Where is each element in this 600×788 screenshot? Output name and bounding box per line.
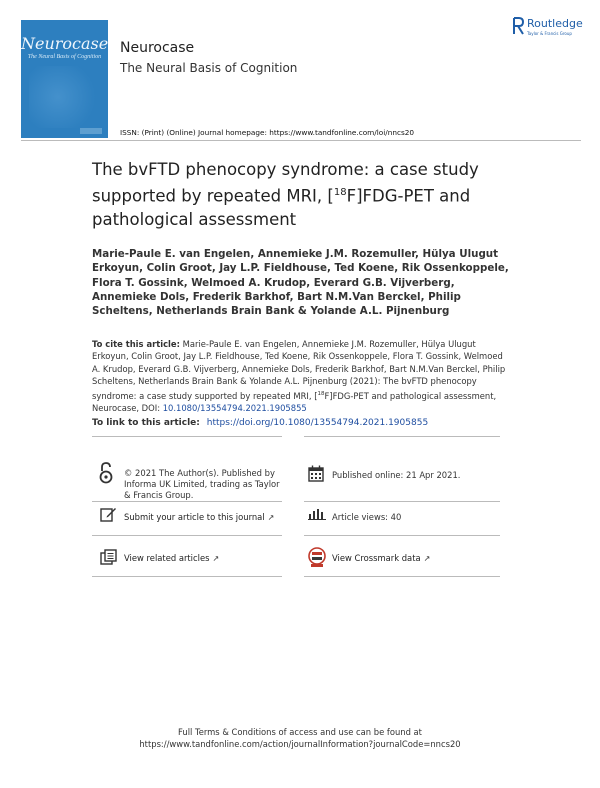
- author-list: Marie-Paule E. van Engelen, Annemieke J.M. Rozemuller, Hülya Ulugut Erkoyun, Colin Groot, Jay L.P. Fieldhouse, Ted Koene, Rik Ossenkoppele, Flora T. Gossink, Welmoed A. Krudop, Everard G.B. Vijverberg, Annemieke Dols, Frederik Barkhof, Bart N.M.Van Berckel, Philip Scheltens, Netherlands Brain Bank & Yolande A.L. Pijnenburg: [92, 248, 509, 318]
- journal-cover: [21, 20, 108, 138]
- terms-footer: [0, 726, 600, 750]
- publisher-tagline: Taylor & Francis Group: [527, 31, 572, 36]
- publisher-logo: [512, 17, 592, 41]
- journal-name: Neurocase: [120, 40, 195, 56]
- published-date: Published online: 21 Apr 2021.: [332, 470, 461, 480]
- license-text: © 2021 The Author(s). Published by Informa UK Limited, trading as Taylor & Francis Group.: [124, 468, 280, 500]
- issn-label: ISSN: (Print) (Online) Journal homepage:: [120, 128, 267, 137]
- submit-article-label[interactable]: Submit your article to this journal: [124, 512, 265, 522]
- title-part-1: The bvFTD phenocopy syndrome: a case study supported by repeated MRI, [: [92, 160, 479, 206]
- article-views: Article views: 40: [332, 512, 402, 522]
- info-divider: [92, 535, 282, 536]
- publisher-name: Routledge: [527, 17, 583, 30]
- routledge-r-icon: [512, 17, 524, 35]
- external-link-icon: ↗: [423, 554, 431, 563]
- crossmark-link[interactable]: [332, 553, 430, 564]
- related-articles-link[interactable]: [124, 553, 219, 564]
- calendar-icon: [308, 465, 324, 482]
- article-title: [92, 158, 532, 231]
- issn-line: [120, 128, 414, 137]
- link-block: [92, 418, 428, 428]
- info-divider: [304, 436, 500, 437]
- crossmark-label[interactable]: View Crossmark data: [332, 553, 421, 563]
- related-articles-label[interactable]: View related articles: [124, 553, 210, 563]
- footer-terms-link[interactable]: https://www.tandfonline.com/action/journalInformation?journalCode=nncs20: [139, 739, 461, 749]
- info-divider: [304, 535, 500, 536]
- article-views-icon: [308, 508, 326, 520]
- info-divider: [304, 576, 500, 577]
- citation-superscript: 18: [317, 390, 325, 397]
- cover-publisher-mark: [80, 128, 102, 134]
- journal-subtitle: The Neural Basis of Cognition: [120, 61, 298, 75]
- link-label: To link to this article:: [92, 418, 200, 428]
- info-divider: [92, 436, 282, 437]
- title-superscript: 18: [333, 187, 347, 198]
- header-divider: [21, 140, 581, 141]
- citation-text-2: F]FDG-PET and pathological assessment, Neurocase, DOI:: [92, 390, 497, 413]
- citation-label: To cite this article:: [92, 339, 180, 349]
- cover-subtitle: The Neural Basis of Cognition: [27, 54, 102, 60]
- crossmark-icon: [308, 547, 326, 567]
- citation-doi-link[interactable]: 10.1080/13554794.2021.1905855: [162, 402, 307, 413]
- cover-title: Neurocase: [21, 34, 108, 53]
- submit-edit-icon: [100, 506, 117, 522]
- info-divider: [92, 576, 282, 577]
- external-link-icon: ↗: [267, 513, 275, 522]
- footer-line-1: Full Terms & Conditions of access and use can be found at: [178, 727, 422, 737]
- citation-text-1: Marie-Paule E. van Engelen, Annemieke J.M. Rozemuller, Hülya Ulugut Erkoyun, Colin Groot, Jay L.P. Fieldhouse, Ted Koene, Rik Ossenkoppele, Flora T. Gossink, Welmoed A. Krudop, Everard G.B. Vijverberg, Annemieke Dols, Frederik Barkhof, Bart N.M.Van Berckel, Philip Scheltens, Netherlands Brain Bank & Yolande A.L. Pijnenburg (2021): The bvFTD phenocopy syndrome: a case study supported by repeated MRI, [: [92, 339, 506, 401]
- open-access-icon: [98, 462, 114, 484]
- article-doi-link[interactable]: https://doi.org/10.1080/13554794.2021.1905855: [206, 418, 429, 428]
- external-link-icon: ↗: [212, 554, 220, 563]
- journal-homepage-link[interactable]: https://www.tandfonline.com/loi/nncs20: [269, 128, 415, 137]
- info-divider: [92, 501, 282, 502]
- citation-block: [92, 338, 512, 414]
- info-divider: [304, 501, 500, 502]
- title-part-2: F]FDG-PET and pathological assessment: [92, 186, 471, 229]
- submit-article-link[interactable]: [124, 512, 274, 523]
- related-articles-icon: [100, 549, 117, 565]
- cover-artwork: [29, 66, 101, 128]
